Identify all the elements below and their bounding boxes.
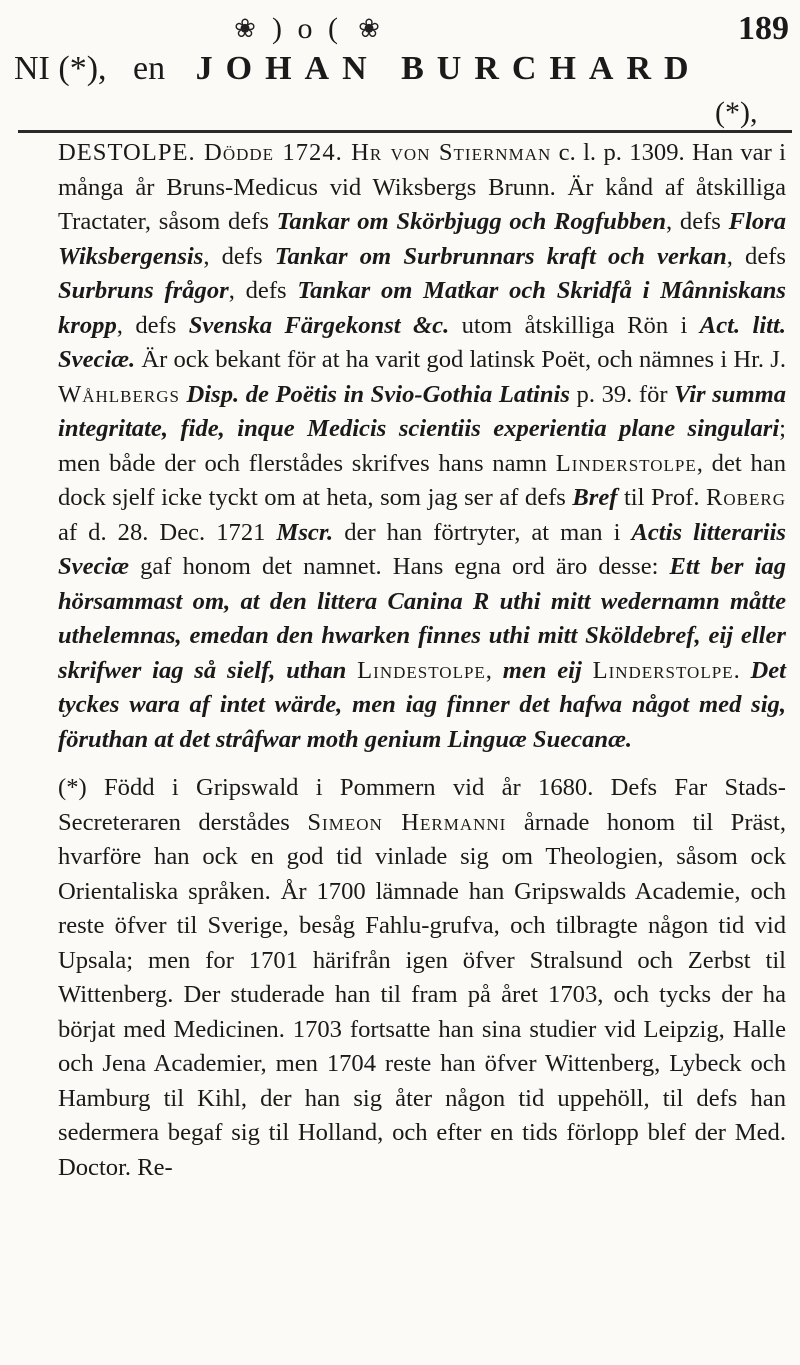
book-title: Mscr. xyxy=(276,518,334,546)
author-name: Wåhlbergs xyxy=(58,380,180,408)
page-number: 189 xyxy=(738,10,789,47)
book-title: Disp. de Poëtis in Svio-Gothia Latinis xyxy=(186,380,570,408)
main-text xyxy=(58,136,786,1185)
author-name: Lindestolpe xyxy=(357,656,486,684)
letter-quote: Det tyckes wara af intet wärde, men iag finner det hafwa något med sig, föruthan at det strâfwar moth genium Linguæ Suecanæ. xyxy=(58,656,786,753)
footnote xyxy=(58,771,786,1185)
author-name: Linderstolpe xyxy=(592,656,734,684)
text-run: , defs xyxy=(726,242,787,270)
author-name: Roberg xyxy=(705,484,787,511)
text-run: , defs xyxy=(666,208,729,235)
book-title: Surbruns frågor xyxy=(58,277,229,304)
book-title: Tankar om Surbrunnars kraft och verkan xyxy=(274,242,727,270)
book-title: Flora Wiksbergensis xyxy=(58,208,786,270)
text-run: (*) Född i Gripswald i Pommern vid år 1680. Defs Far Stads-Secreteraren derstådes xyxy=(58,774,786,836)
text-run: utom åtskilliga Rön i xyxy=(449,311,700,339)
text-run: , xyxy=(485,656,503,684)
text-run: DESTOLPE. Dödde 1724. Hr xyxy=(58,139,391,166)
text-run xyxy=(582,657,593,684)
text-run: af d. 28. Dec. 1721 xyxy=(58,518,277,546)
text-run: gaf honom det namnet. Hans egna ord äro desse: xyxy=(129,553,670,580)
text-run: årnade honom til Präst, hvarföre han ock en god tid vinlade sig om Theologien, såsom ock Orientaliska språken. År 1700 lämnade han Gripswalds Academie, och reste öfver til Sverige, besåg Fahlu-grufva, och tilbragte någon tid vid Upsala; men for 1701 härifrån igen öfver Stralsund och Zerbst til Wittenberg. Der studerade han til fram på året 1703, och tycks der ha börjat med Medicinen. 1703 fortsatte han sina studier vid Leipzig, Halle och Jena Academier, men 1704 reste han öfver Wittenberg, Lybeck och Hamburg til Kihl, der han sig åter någon tid uppehöll, til defs han sedermera begaf sig til Holland, och efter en tids förlopp blef der Med. Doctor. Re- xyxy=(58,808,786,1181)
floral-ornament-icon: ❀ xyxy=(358,14,380,43)
text-run: , defs xyxy=(203,242,275,270)
text-run: der han förtryter, at man i xyxy=(333,518,632,546)
author-name: Linderstolpe xyxy=(555,449,697,477)
letter-quote: Ett ber iag hörsammast om, at den littera Canina R uthi mitt wedernamn måtte uthelemnas, emedan den hwarken finnes uthi mitt Sköldebref, eij eller skrifwer iag så sielf, uthan xyxy=(58,553,786,684)
text-run: , defs xyxy=(116,311,189,339)
text-run: p. 39. för xyxy=(569,380,675,408)
text-run: til Prof. xyxy=(617,484,706,511)
footnote-marker: (*), xyxy=(715,96,758,129)
book-title: Act. litt. Sveciæ. xyxy=(58,311,786,373)
text-run: Är ock bekant för at ha varit god latinsk Poët, och nämnes i Hr. J. xyxy=(135,346,786,373)
text-run: c. l. p. 1309. Han var i många år Bruns-Medicus vid Wiksbergs Brunn. Är kånd af åtskilliga Tractater, såsom defs xyxy=(58,139,787,235)
paragraph xyxy=(58,136,786,757)
book-title: Tankar om Matkar och Skridfå i Mânniskans kropp xyxy=(58,277,787,339)
continuation-prefix: NI (*), xyxy=(14,50,107,87)
text-run xyxy=(180,381,187,408)
book-title: Svenska Färgekonst &c. xyxy=(188,311,450,339)
latin-quote: Vir summa integritate, fide, inque Medicis scientiis experientia plane singulari xyxy=(58,380,786,442)
running-head xyxy=(230,8,650,50)
author-name: von Stiernman xyxy=(390,139,552,166)
text-run: . xyxy=(733,656,751,684)
author-name: Simeon Hermanni xyxy=(307,808,507,836)
book-title: Actis litterariis Sveciæ xyxy=(58,518,786,580)
continuation-name: JOHAN BURCHARD xyxy=(195,50,702,87)
continuation-en: en xyxy=(133,50,166,87)
letter-quote: men eij xyxy=(502,656,582,684)
text-run: , defs xyxy=(228,277,298,304)
continuation-line xyxy=(14,50,794,96)
text-run: ; men både der och flerstådes skrifves hans namn xyxy=(58,415,786,477)
header-rule xyxy=(18,130,792,133)
text-run: , det han dock sjelf icke tyckt om at heta, som jag ser af defs xyxy=(58,449,786,511)
book-title: Tankar om Skörbjugg och Rogfubben xyxy=(276,208,667,235)
book-title: Bref xyxy=(572,484,618,511)
running-head-middle: ) o ( xyxy=(272,12,342,45)
floral-ornament-icon: ❀ xyxy=(234,14,256,43)
